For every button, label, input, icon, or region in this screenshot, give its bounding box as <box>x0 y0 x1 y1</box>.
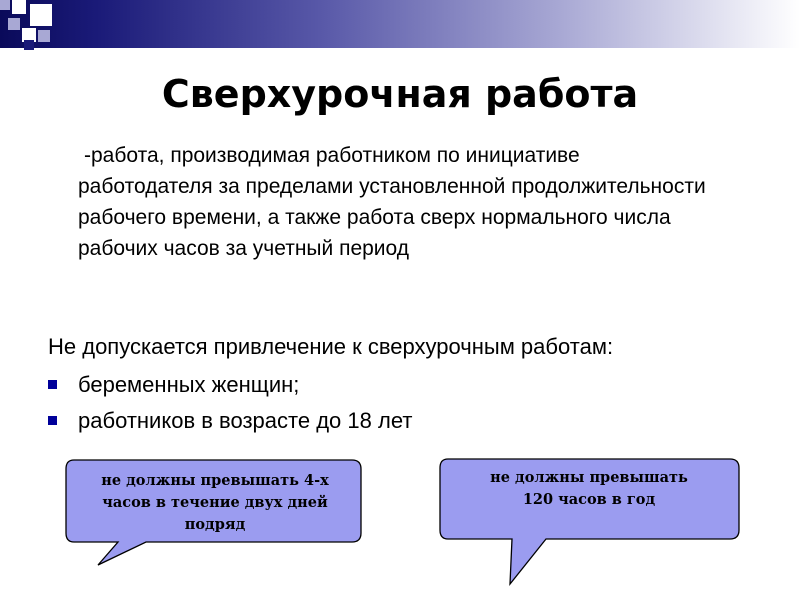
decorative-square <box>0 0 10 10</box>
decorative-square <box>30 4 52 26</box>
header-band <box>0 0 800 48</box>
list-item-text: работников в возрасте до 18 лет <box>78 408 413 433</box>
list-item <box>48 406 412 442</box>
restriction-list <box>48 370 412 442</box>
slide-title: Сверхурочная работа <box>161 72 639 116</box>
callout-daily-limit <box>64 458 364 568</box>
list-item <box>48 370 412 406</box>
square-bullet-icon <box>48 380 57 389</box>
square-bullet-icon <box>48 416 57 425</box>
decorative-square <box>8 18 20 30</box>
decorative-square <box>24 40 34 50</box>
list-item-text: беременных женщин; <box>78 372 300 397</box>
callout-yearly-limit <box>438 457 742 587</box>
decorative-square <box>12 0 26 14</box>
decorative-square <box>38 30 50 42</box>
callout-text: не должны превышать 4-х часов в течение двух дней подряд <box>101 472 329 533</box>
restriction-intro: Не допускается привлечение к сверхурочным работам: <box>48 334 614 359</box>
definition-text: -работа, производимая работником по инициативе работодателя за пределами установленной продолжительности рабочего времени, а также работа сверх нормального числа рабочих часов за учетный период <box>78 144 706 260</box>
callout-text: не должны превышать 120 часов в год <box>490 469 688 508</box>
